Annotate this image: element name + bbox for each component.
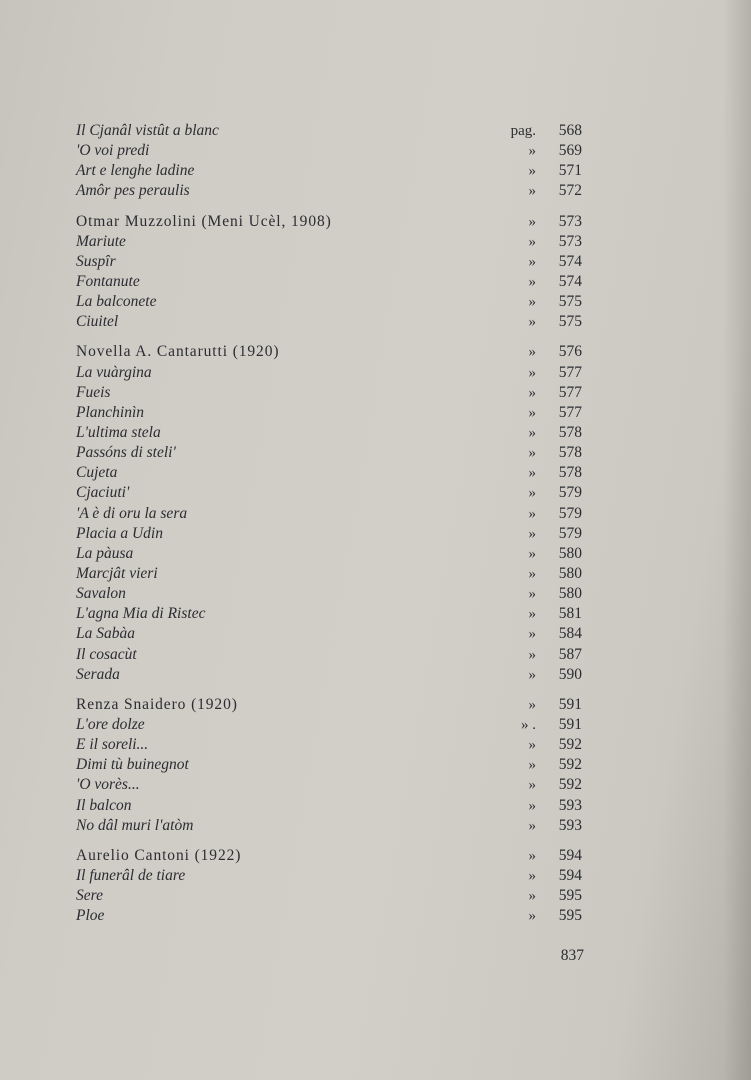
page-reference: 573 xyxy=(558,232,582,250)
toc-poem-entry xyxy=(76,584,582,604)
page-prefix: » xyxy=(528,445,536,462)
page-reference: 571 xyxy=(558,162,582,180)
page-prefix: » xyxy=(528,294,536,311)
poem-title: Ciuitel xyxy=(76,313,119,331)
toc-poem-entry xyxy=(76,775,582,795)
toc-poem-entry xyxy=(76,443,582,463)
page-prefix: » xyxy=(528,314,536,331)
toc-poem-entry xyxy=(76,181,582,201)
toc-poem-entry xyxy=(76,906,582,926)
toc-poem-entry xyxy=(76,816,582,836)
page-prefix: » xyxy=(528,737,536,754)
page-prefix: » xyxy=(528,424,536,441)
page-prefix: » xyxy=(528,888,536,905)
poem-title: Savalon xyxy=(76,585,126,603)
page-reference: 577 xyxy=(558,403,582,421)
poem-title: Il balcon xyxy=(76,796,132,814)
toc-poem-entry xyxy=(76,403,582,423)
poem-title: Mariute xyxy=(76,232,126,250)
page-reference: 584 xyxy=(558,625,582,643)
page-prefix: » xyxy=(528,847,536,864)
page-reference: 592 xyxy=(558,756,582,774)
page-prefix: » xyxy=(528,213,536,230)
poem-title: 'O vorès... xyxy=(76,776,140,794)
toc-poem-entry xyxy=(76,665,582,685)
page-reference: 580 xyxy=(558,564,582,582)
page-prefix: » xyxy=(528,364,536,381)
poem-title: Cjaciuti' xyxy=(76,484,130,502)
author-heading: Otmar Muzzolini (Meni Ucèl, 1908) xyxy=(76,212,332,230)
page-reference: 574 xyxy=(558,252,582,270)
toc-poem-entry xyxy=(76,292,582,312)
page-reference: 580 xyxy=(558,585,582,603)
page-prefix: » xyxy=(528,867,536,884)
page-prefix: » xyxy=(528,143,536,160)
page-prefix: » xyxy=(528,344,536,361)
poem-title: Serada xyxy=(76,665,120,683)
toc-poem-entry xyxy=(76,755,582,775)
section-gap xyxy=(76,685,582,695)
toc-poem-entry xyxy=(76,544,582,564)
page-reference: 575 xyxy=(558,313,582,331)
toc-poem-entry xyxy=(76,483,582,503)
poem-title: L'ultima stela xyxy=(76,423,161,441)
poem-title: La pàusa xyxy=(76,544,134,562)
poem-title: Sere xyxy=(76,887,103,905)
toc-poem-entry xyxy=(76,735,582,755)
page-prefix: » xyxy=(528,384,536,401)
page-reference: 594 xyxy=(558,866,582,884)
poem-title: Placia a Udin xyxy=(76,524,163,542)
page-prefix: » xyxy=(528,465,536,482)
poem-title: La vuàrgina xyxy=(76,363,152,381)
poem-title: Ploe xyxy=(76,907,105,925)
page-reference: 595 xyxy=(558,887,582,905)
page-prefix: » xyxy=(528,626,536,643)
poem-title: Suspîr xyxy=(76,252,116,270)
toc-poem-entry xyxy=(76,604,582,624)
poem-title: La balconete xyxy=(76,293,157,311)
page-prefix: » xyxy=(528,404,536,421)
section-gap xyxy=(76,202,582,212)
poem-title: Cujeta xyxy=(76,464,118,482)
toc-author-entry xyxy=(76,846,582,866)
page-prefix: » xyxy=(528,233,536,250)
toc-poem-entry xyxy=(76,141,582,161)
section-gap xyxy=(76,332,582,342)
poem-title: 'A è di oru la sera xyxy=(76,504,188,522)
page-prefix: » xyxy=(528,525,536,542)
section-gap xyxy=(76,836,582,846)
poem-title: La Sabàa xyxy=(76,625,135,643)
poem-title: L'agna Mia di Ristec xyxy=(76,605,206,623)
page-reference: 595 xyxy=(558,907,582,925)
page-reference: 575 xyxy=(558,293,582,311)
toc-author-entry xyxy=(76,695,582,715)
poem-title: Amôr pes peraulis xyxy=(76,182,190,200)
toc-poem-entry xyxy=(76,252,582,272)
toc-poem-entry xyxy=(76,866,582,886)
page-prefix: » xyxy=(528,273,536,290)
page-prefix: » xyxy=(528,183,536,200)
page-prefix: » . xyxy=(521,716,536,733)
poem-title: Il funerâl de tiare xyxy=(76,866,186,884)
author-heading: Aurelio Cantoni (1922) xyxy=(76,846,242,864)
page-reference: 579 xyxy=(558,524,582,542)
page-prefix: pag. xyxy=(510,123,536,139)
poem-title: Il cosacùt xyxy=(76,645,137,663)
page-prefix: » xyxy=(528,163,536,180)
page-reference: 591 xyxy=(558,695,582,713)
poem-title: Passóns di steli' xyxy=(76,444,176,462)
toc-poem-entry xyxy=(76,383,582,403)
toc-poem-entry xyxy=(76,886,582,906)
page-reference: 568 xyxy=(558,122,582,139)
poem-title: 'O voi predi xyxy=(76,142,150,160)
page-reference: 587 xyxy=(558,645,582,663)
page-prefix: » xyxy=(528,797,536,814)
page-reference: 578 xyxy=(558,464,582,482)
page-edge-shadow xyxy=(723,0,751,1080)
toc-poem-entry xyxy=(76,121,582,141)
page-reference: 593 xyxy=(558,796,582,814)
page-reference: 593 xyxy=(558,816,582,834)
toc-poem-entry xyxy=(76,463,582,483)
page-reference: 578 xyxy=(558,423,582,441)
poem-title: Il Cjanâl vistût a blanc xyxy=(76,122,219,139)
page-prefix: » xyxy=(528,485,536,502)
toc-author-entry xyxy=(76,212,582,232)
toc-poem-entry xyxy=(76,715,582,735)
poem-title: Marcjât vieri xyxy=(76,564,158,582)
toc-poem-entry xyxy=(76,624,582,644)
page-reference: 590 xyxy=(558,665,582,683)
poem-title: No dâl muri l'atòm xyxy=(76,816,194,834)
page-reference: 591 xyxy=(558,715,582,733)
page-reference: 594 xyxy=(558,846,582,864)
page-prefix: » xyxy=(528,646,536,663)
page-prefix: » xyxy=(528,505,536,522)
page-reference: 578 xyxy=(558,444,582,462)
page-prefix: » xyxy=(528,817,536,834)
table-of-contents xyxy=(76,121,582,926)
toc-poem-entry xyxy=(76,363,582,383)
toc-poem-entry xyxy=(76,272,582,292)
page-reference: 569 xyxy=(558,142,582,160)
page-reference: 580 xyxy=(558,544,582,562)
poem-title: Fueis xyxy=(76,383,111,401)
toc-poem-entry xyxy=(76,312,582,332)
author-heading: Renza Snaidero (1920) xyxy=(76,695,238,713)
page-reference: 573 xyxy=(558,212,582,230)
poem-title: E il soreli... xyxy=(76,736,149,754)
toc-poem-entry xyxy=(76,564,582,584)
poem-title: L'ore dolze xyxy=(76,715,145,733)
page-reference: 592 xyxy=(558,776,582,794)
toc-poem-entry xyxy=(76,645,582,665)
toc-poem-entry xyxy=(76,504,582,524)
page-prefix: » xyxy=(528,545,536,562)
page-prefix: » xyxy=(528,586,536,603)
page-reference: 592 xyxy=(558,736,582,754)
page-reference: 579 xyxy=(558,504,582,522)
page-reference: 577 xyxy=(558,363,582,381)
page-prefix: » xyxy=(528,565,536,582)
page-reference: 574 xyxy=(558,272,582,290)
page-prefix: » xyxy=(528,253,536,270)
page-reference: 581 xyxy=(558,605,582,623)
poem-title: Dimi tù buinegnot xyxy=(76,756,189,774)
page-reference: 577 xyxy=(558,383,582,401)
poem-title: Art e lenghe ladine xyxy=(76,162,195,180)
page-prefix: » xyxy=(528,606,536,623)
page-prefix: » xyxy=(528,757,536,774)
page-number: 837 xyxy=(560,947,584,964)
toc-poem-entry xyxy=(76,161,582,181)
page-prefix: » xyxy=(528,777,536,794)
author-heading: Novella A. Cantarutti (1920) xyxy=(76,343,280,361)
page-prefix: » xyxy=(528,908,536,925)
page-reference: 579 xyxy=(558,484,582,502)
toc-poem-entry xyxy=(76,524,582,544)
page-prefix: » xyxy=(528,696,536,713)
page-reference: 576 xyxy=(558,343,582,361)
toc-poem-entry xyxy=(76,232,582,252)
toc-poem-entry xyxy=(76,796,582,816)
poem-title: Planchinìn xyxy=(76,403,145,421)
poem-title: Fontanute xyxy=(76,272,140,290)
toc-poem-entry xyxy=(76,423,582,443)
page-prefix: » xyxy=(528,666,536,683)
toc-author-entry xyxy=(76,342,582,362)
page-reference: 572 xyxy=(558,182,582,200)
